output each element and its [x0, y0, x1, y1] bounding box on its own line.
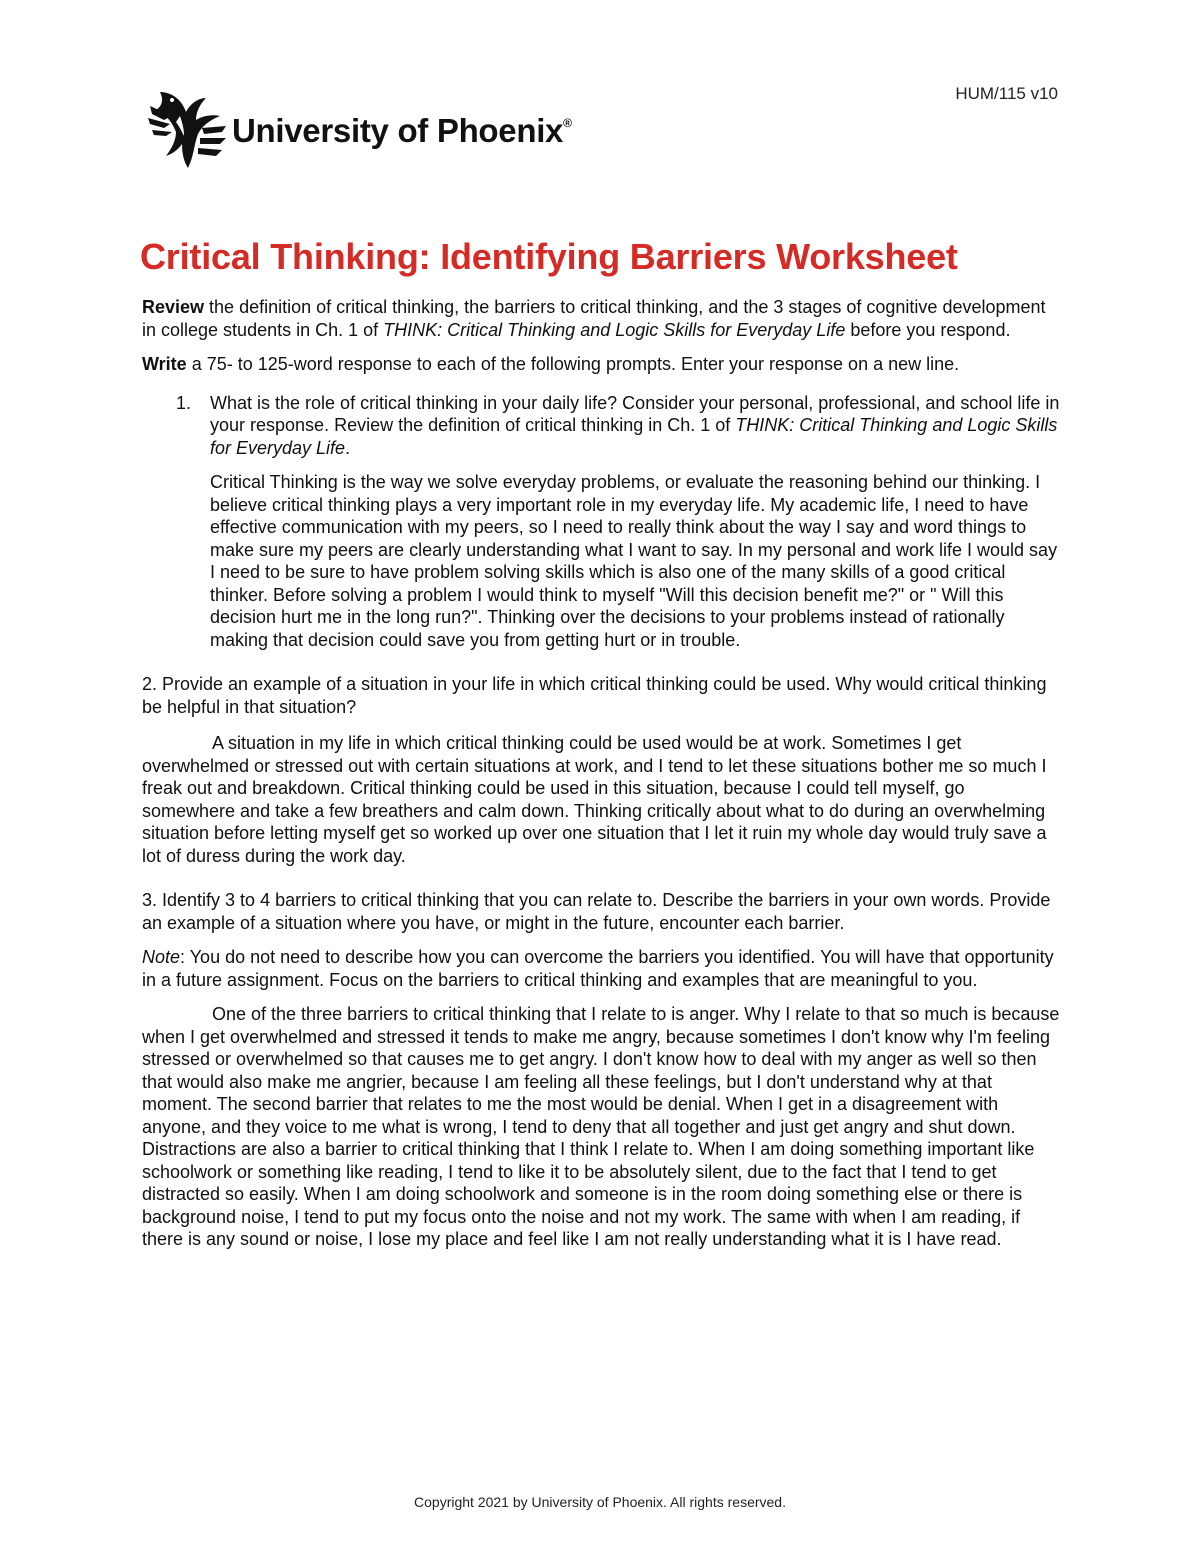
copyright-footer: Copyright 2021 by University of Phoenix. All rights reserved. [414, 1494, 786, 1510]
question-3-note: Note: You do not need to describe how you can overcome the barriers you identified. You will have that opportunity in a future assignment. Focus on the barriers to critical thinking and examples that are meaningful to you. [142, 947, 1054, 990]
worksheet-body [142, 296, 1062, 1251]
page-title: Critical Thinking: Identifying Barriers Worksheet [140, 236, 958, 277]
question-3-prompt: 3. Identify 3 to 4 barriers to critical thinking that you can relate to. Describe the barriers in your own words. Provide an example of a situation where you have, or might in the future, encounter each barrier. [142, 890, 1051, 933]
answer-2: A situation in my life in which critical thinking could be used would be at work. Sometimes I get overwhelmed or stressed out with certain situations at work, and I tend to let these situations bother me so much I freak out and breakdown. Critical thinking could be used in this situation, because I could tell myself, go somewhere and take a few breathers and calm down. Thinking critically about what to do during an overwhelming situation before letting myself get so worked up over one situation that I let it ruin my whole day would truly save a lot of duress during the work day. [142, 733, 1047, 866]
phoenix-logo-icon [142, 86, 228, 176]
review-instruction: Review the definition of critical thinking, the barriers to critical thinking, and the 3 stages of cognitive development in college students in Ch. 1 of THINK: Critical Thinking and Logic Skills for Everyday Life before you respond. [142, 297, 1046, 340]
logo-wordmark: University of Phoenix® [232, 112, 572, 149]
course-code: HUM/115 v10 [955, 84, 1058, 103]
answer-3: One of the three barriers to critical thinking that I relate to is anger. Why I relate to that so much is because when I get overwhelmed and stressed it tends to make me angry, because sometimes I don't know why I'm feeling stressed or overwhelmed so that causes me to get angry. I don't know how to deal with my anger as well so then that would also make me angrier, because I am feeling all these feelings, but I don't understand why at that moment. The second barrier that relates to me the most would be denial. When I get in a disagreement with anyone, and they voice to me what is wrong, I tend to deny that all together and just get angry and shut down. Distractions are also a barrier to critical thinking that I think I relate to. When I am doing something important like schoolwork or something like reading, I tend to like it to be absolutely silent, due to the fact that I tend to get distracted so easily. When I am doing schoolwork and someone is in the room doing something else or there is background noise, I tend to put my focus onto the noise and not my work. The same with when I am reading, if there is any sound or noise, I lose my place and feel like I am not really understanding what it is I have read. [142, 1004, 1060, 1249]
university-logo [142, 86, 572, 176]
question-number: 1. [176, 392, 192, 413]
question-1 [142, 392, 1062, 652]
write-instruction: Write a 75- to 125-word response to each of the following prompts. Enter your response on a new line. [142, 354, 960, 374]
question-1-prompt: What is the role of critical thinking in your daily life? Consider your personal, professional, and school life in your response. Review the definition of critical thinking in Ch. 1 of THINK: Critical Thinking and Logic Skills for Everyday Life. [210, 392, 1060, 458]
question-2-prompt: 2. Provide an example of a situation in your life in which critical thinking could be used. Why would critical thinking be helpful in that situation? [142, 674, 1047, 717]
answer-1: Critical Thinking is the way we solve everyday problems, or evaluate the reasoning behind our thinking. I believe critical thinking plays a very important role in my everyday life. My academic life, I need to have effective communication with my peers, so I need to really think about the way I say and word things to make sure my peers are clearly understanding what I want to say. In my personal and work life I would say I need to be sure to have problem solving skills which is also one of the many skills of a good critical thinker. Before solving a problem I would think to myself "Will this decision benefit me?" or " Will this decision hurt me in the long run?". Thinking over the decisions to your problems instead of rationally making that decision could save you from getting hurt or in trouble. [210, 472, 1058, 650]
